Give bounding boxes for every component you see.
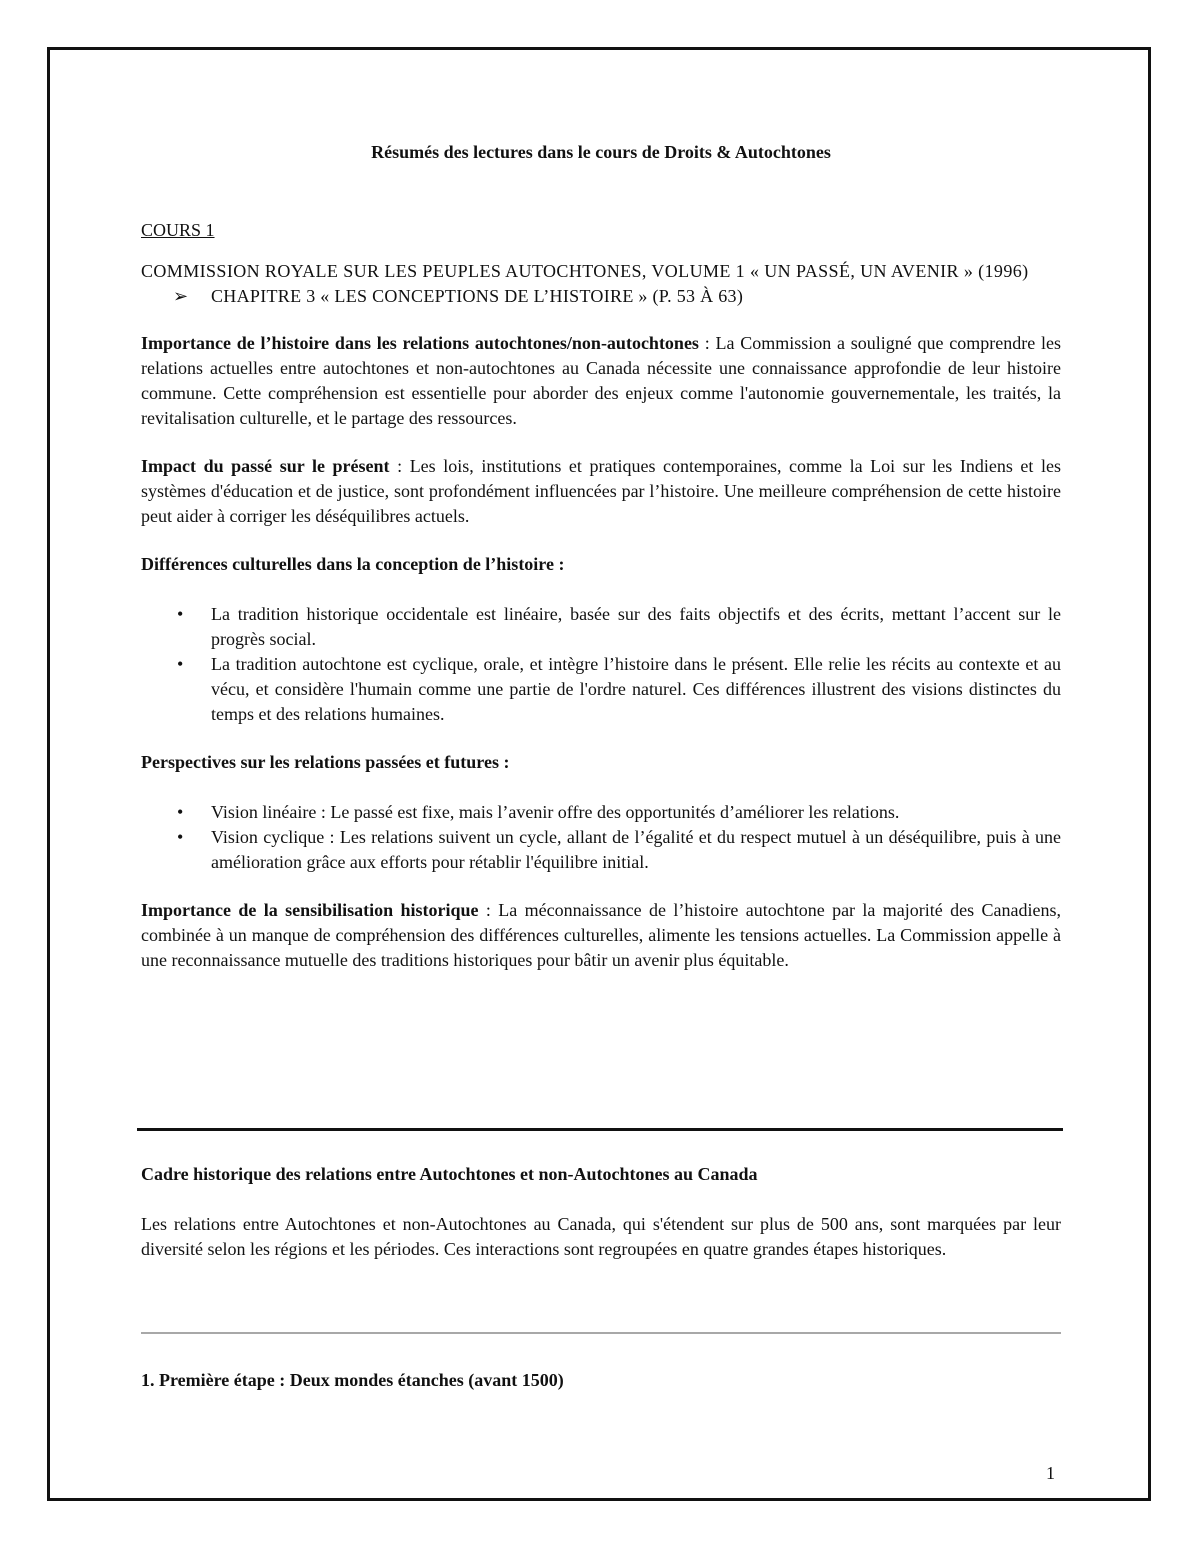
list-item: • La tradition autochtone est cyclique, orale, et intègre l’histoire dans le présent. Elle relie les récits au contexte et au vécu, et considère l'humain comme une partie de l'ordre naturel. Ces différences illustrent des visions distinctes du temps et des relations humaines. xyxy=(211,652,1061,727)
paragraph-past-impact xyxy=(141,454,1061,529)
section-paragraph: Les relations entre Autochtones et non-Autochtones au Canada, qui s'étendent sur plus de 500 ans, sont marquées par leur diversité selon les régions et les périodes. Ces interactions sont regroupées en quatre grandes étapes historiques. xyxy=(141,1214,1061,1259)
course-label: COURS 1 xyxy=(141,220,215,240)
cultural-differences-heading: Différences culturelles dans la conception de l’histoire : xyxy=(141,554,565,574)
paragraph-text: : Les lois, institutions et pratiques contemporaines, comme la Loi sur les Indiens et les systèmes d'éducation et de justice, sont profondément influencées par l’histoire. Une meilleure compréhension de cette histoire peut aider à corriger les déséquilibres actuels. xyxy=(141,456,1061,526)
step-one-heading: 1. Première étape : Deux mondes étanches (avant 1500) xyxy=(141,1370,564,1390)
section-divider-thin xyxy=(141,1332,1061,1334)
page-number: 1 xyxy=(1046,1463,1055,1483)
cultural-differences-list xyxy=(141,602,1061,727)
paragraph-text: : La Commission a souligné que comprendre les relations actuelles entre autochtones et non-autochtones au Canada nécessite une connaissance approfondie de leur histoire commune. Cette compréhension est essentielle pour aborder des enjeux comme l'autonomie gouvernementale, les traités, la revitalisation culturelle, et le partage des ressources. xyxy=(141,333,1062,428)
historical-framework-section xyxy=(141,1162,1061,1262)
document-title: Résumés des lectures dans le cours de Droits & Autochtones xyxy=(371,142,831,162)
perspectives-heading: Perspectives sur les relations passées et futures : xyxy=(141,752,510,772)
paragraph-heading: Importance de la sensibilisation historique xyxy=(141,900,479,920)
arrow-bullet-icon: ➢ xyxy=(173,286,189,306)
paragraph-text: : La méconnaissance de l’histoire autochtone par la majorité des Canadiens, combinée à un manque de compréhension des différences culturelles, alimente les tensions actuelles. La Commission appelle à une reconnaissance mutuelle des traditions historiques pour bâtir un avenir plus équitable. xyxy=(141,900,1061,970)
section-divider-thick xyxy=(137,1128,1063,1131)
paragraph-heading: Impact du passé sur le présent xyxy=(141,456,390,476)
source-title: COMMISSION ROYALE SUR LES PEUPLES AUTOCHTONES, VOLUME 1 « UN PASSÉ, UN AVENIR » (1996) xyxy=(141,261,1029,281)
perspectives-list xyxy=(141,800,1061,875)
list-item: • La tradition historique occidentale est linéaire, basée sur des faits objectifs et des écrits, mettant l’accent sur le progrès social. xyxy=(211,602,1061,652)
chapter-reference: CHAPITRE 3 « LES CONCEPTIONS DE L’HISTOIRE » (P. 53 À 63) xyxy=(211,286,744,306)
chapter-line xyxy=(141,284,1061,309)
paragraph-heading: Importance de l’histoire dans les relations autochtones/non-autochtones xyxy=(141,333,699,353)
section-heading: Cadre historique des relations entre Autochtones et non-Autochtones au Canada xyxy=(141,1164,758,1184)
paragraph-awareness xyxy=(141,898,1061,973)
document-body xyxy=(141,140,1061,973)
list-item: • Vision cyclique : Les relations suivent un cycle, allant de l’égalité et du respect mutuel à un déséquilibre, puis à une amélioration grâce aux efforts pour rétablir l'équilibre initial. xyxy=(211,825,1061,875)
list-item: • Vision linéaire : Le passé est fixe, mais l’avenir offre des opportunités d’améliorer les relations. xyxy=(211,800,1061,825)
paragraph-history-importance xyxy=(141,331,1061,431)
